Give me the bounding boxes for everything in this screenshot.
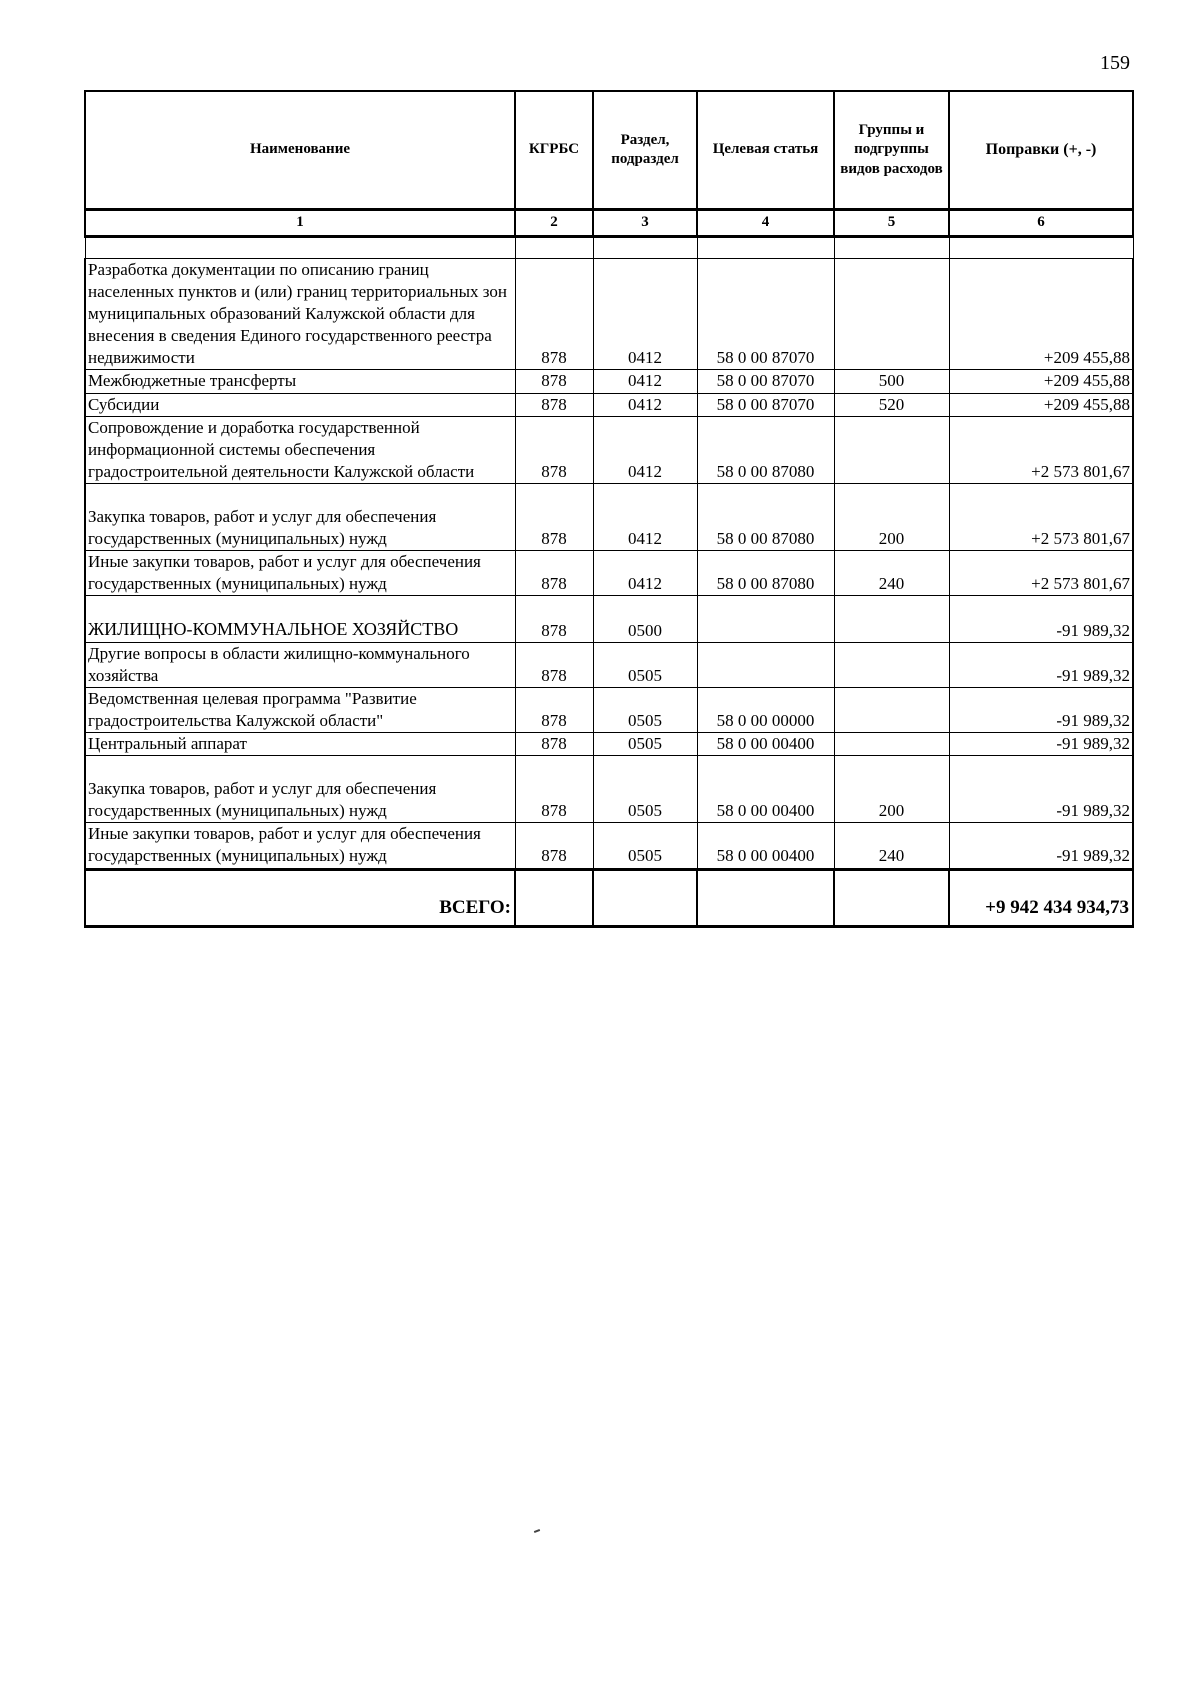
table-header <box>85 91 1133 210</box>
row-group <box>834 259 949 370</box>
row-kgrbs: 878 <box>515 756 593 823</box>
column-number: 1 <box>85 210 515 237</box>
row-kgrbs: 878 <box>515 370 593 393</box>
column-number: 5 <box>834 210 949 237</box>
row-name: Разработка документации по описанию границ населенных пунктов и (или) границ территориальных зон муниципальных образований Калужской области для внесения в сведения Единого государственного реестра недвижимости <box>85 259 515 370</box>
row-section: 0412 <box>593 483 697 550</box>
row-section: 0505 <box>593 733 697 756</box>
row-kgrbs: 878 <box>515 596 593 642</box>
budget-amendments-table <box>84 90 1134 928</box>
row-kgrbs: 878 <box>515 687 593 732</box>
row-group: 200 <box>834 483 949 550</box>
row-name: Центральный аппарат <box>85 733 515 756</box>
row-section: 0505 <box>593 642 697 687</box>
row-name: Закупка товаров, работ и услуг для обеспечения государственных (муниципальных) нужд <box>85 483 515 550</box>
table-body <box>85 259 1133 870</box>
row-group <box>834 642 949 687</box>
row-amount: +2 573 801,67 <box>949 416 1133 483</box>
row-section: 0505 <box>593 823 697 869</box>
row-target <box>697 642 834 687</box>
page-number: 159 <box>1100 52 1130 74</box>
table-row <box>85 756 1133 823</box>
row-target: 58 0 00 00400 <box>697 823 834 869</box>
row-group <box>834 596 949 642</box>
row-section: 0412 <box>593 393 697 416</box>
row-group: 520 <box>834 393 949 416</box>
row-name: Межбюджетные трансферты <box>85 370 515 393</box>
row-group: 240 <box>834 551 949 596</box>
table-row <box>85 259 1133 370</box>
header-amendments: Поправки (+, -) <box>949 91 1133 210</box>
table-row <box>85 596 1133 642</box>
table-row <box>85 733 1133 756</box>
row-kgrbs: 878 <box>515 642 593 687</box>
row-kgrbs: 878 <box>515 393 593 416</box>
row-target: 58 0 00 87080 <box>697 416 834 483</box>
row-kgrbs: 878 <box>515 259 593 370</box>
row-name: ЖИЛИЩНО-КОММУНАЛЬНОЕ ХОЗЯЙСТВО <box>85 596 515 642</box>
row-section: 0412 <box>593 370 697 393</box>
row-target: 58 0 00 87080 <box>697 483 834 550</box>
row-target: 58 0 00 87070 <box>697 370 834 393</box>
row-target: 58 0 00 00000 <box>697 687 834 732</box>
row-kgrbs: 878 <box>515 416 593 483</box>
column-number: 6 <box>949 210 1133 237</box>
row-name: Ведомственная целевая программа "Развитие градостроительства Калужской области" <box>85 687 515 732</box>
row-target <box>697 596 834 642</box>
table-row <box>85 483 1133 550</box>
header-kgrbs: КГРБС <box>515 91 593 210</box>
row-group <box>834 733 949 756</box>
row-section: 0412 <box>593 259 697 370</box>
row-target: 58 0 00 87080 <box>697 551 834 596</box>
total-label: ВСЕГО: <box>85 869 515 926</box>
table-row <box>85 393 1133 416</box>
header-section: Раздел, подраздел <box>593 91 697 210</box>
row-name: Другие вопросы в области жилищно-коммунального хозяйства <box>85 642 515 687</box>
row-target: 58 0 00 00400 <box>697 756 834 823</box>
row-amount: +209 455,88 <box>949 259 1133 370</box>
row-amount: -91 989,32 <box>949 756 1133 823</box>
spacer-row <box>85 237 1133 259</box>
table-row <box>85 551 1133 596</box>
row-name: Субсидии <box>85 393 515 416</box>
row-group: 200 <box>834 756 949 823</box>
table-row <box>85 687 1133 732</box>
row-name: Иные закупки товаров, работ и услуг для обеспечения государственных (муниципальных) нужд <box>85 551 515 596</box>
column-number: 2 <box>515 210 593 237</box>
row-target: 58 0 00 87070 <box>697 393 834 416</box>
row-target: 58 0 00 00400 <box>697 733 834 756</box>
row-name: Иные закупки товаров, работ и услуг для обеспечения государственных (муниципальных) нужд <box>85 823 515 869</box>
column-number: 4 <box>697 210 834 237</box>
scan-mark <box>534 1529 540 1533</box>
row-amount: -91 989,32 <box>949 687 1133 732</box>
row-amount: +209 455,88 <box>949 393 1133 416</box>
total-row <box>85 869 1133 926</box>
header-groups: Группы и подгруппы видов расходов <box>834 91 949 210</box>
row-amount: -91 989,32 <box>949 642 1133 687</box>
row-name: Закупка товаров, работ и услуг для обеспечения государственных (муниципальных) нужд <box>85 756 515 823</box>
row-amount: +2 573 801,67 <box>949 483 1133 550</box>
row-amount: +2 573 801,67 <box>949 551 1133 596</box>
row-group <box>834 687 949 732</box>
row-amount: -91 989,32 <box>949 733 1133 756</box>
row-section: 0412 <box>593 551 697 596</box>
table-row <box>85 416 1133 483</box>
row-kgrbs: 878 <box>515 823 593 869</box>
row-section: 0500 <box>593 596 697 642</box>
total-amount: +9 942 434 934,73 <box>949 869 1133 926</box>
table-row <box>85 370 1133 393</box>
row-amount: -91 989,32 <box>949 596 1133 642</box>
row-section: 0412 <box>593 416 697 483</box>
row-section: 0505 <box>593 756 697 823</box>
table-row <box>85 823 1133 869</box>
row-target: 58 0 00 87070 <box>697 259 834 370</box>
header-target: Целевая статья <box>697 91 834 210</box>
row-kgrbs: 878 <box>515 733 593 756</box>
row-kgrbs: 878 <box>515 483 593 550</box>
column-number: 3 <box>593 210 697 237</box>
row-group <box>834 416 949 483</box>
row-name: Сопровождение и доработка государственной информационной системы обеспечения градостроительной деятельности Калужской области <box>85 416 515 483</box>
table-row <box>85 642 1133 687</box>
header-name: Наименование <box>85 91 515 210</box>
row-amount: -91 989,32 <box>949 823 1133 869</box>
row-kgrbs: 878 <box>515 551 593 596</box>
row-group: 240 <box>834 823 949 869</box>
column-numbers-row <box>85 210 1133 237</box>
row-group: 500 <box>834 370 949 393</box>
row-section: 0505 <box>593 687 697 732</box>
row-amount: +209 455,88 <box>949 370 1133 393</box>
